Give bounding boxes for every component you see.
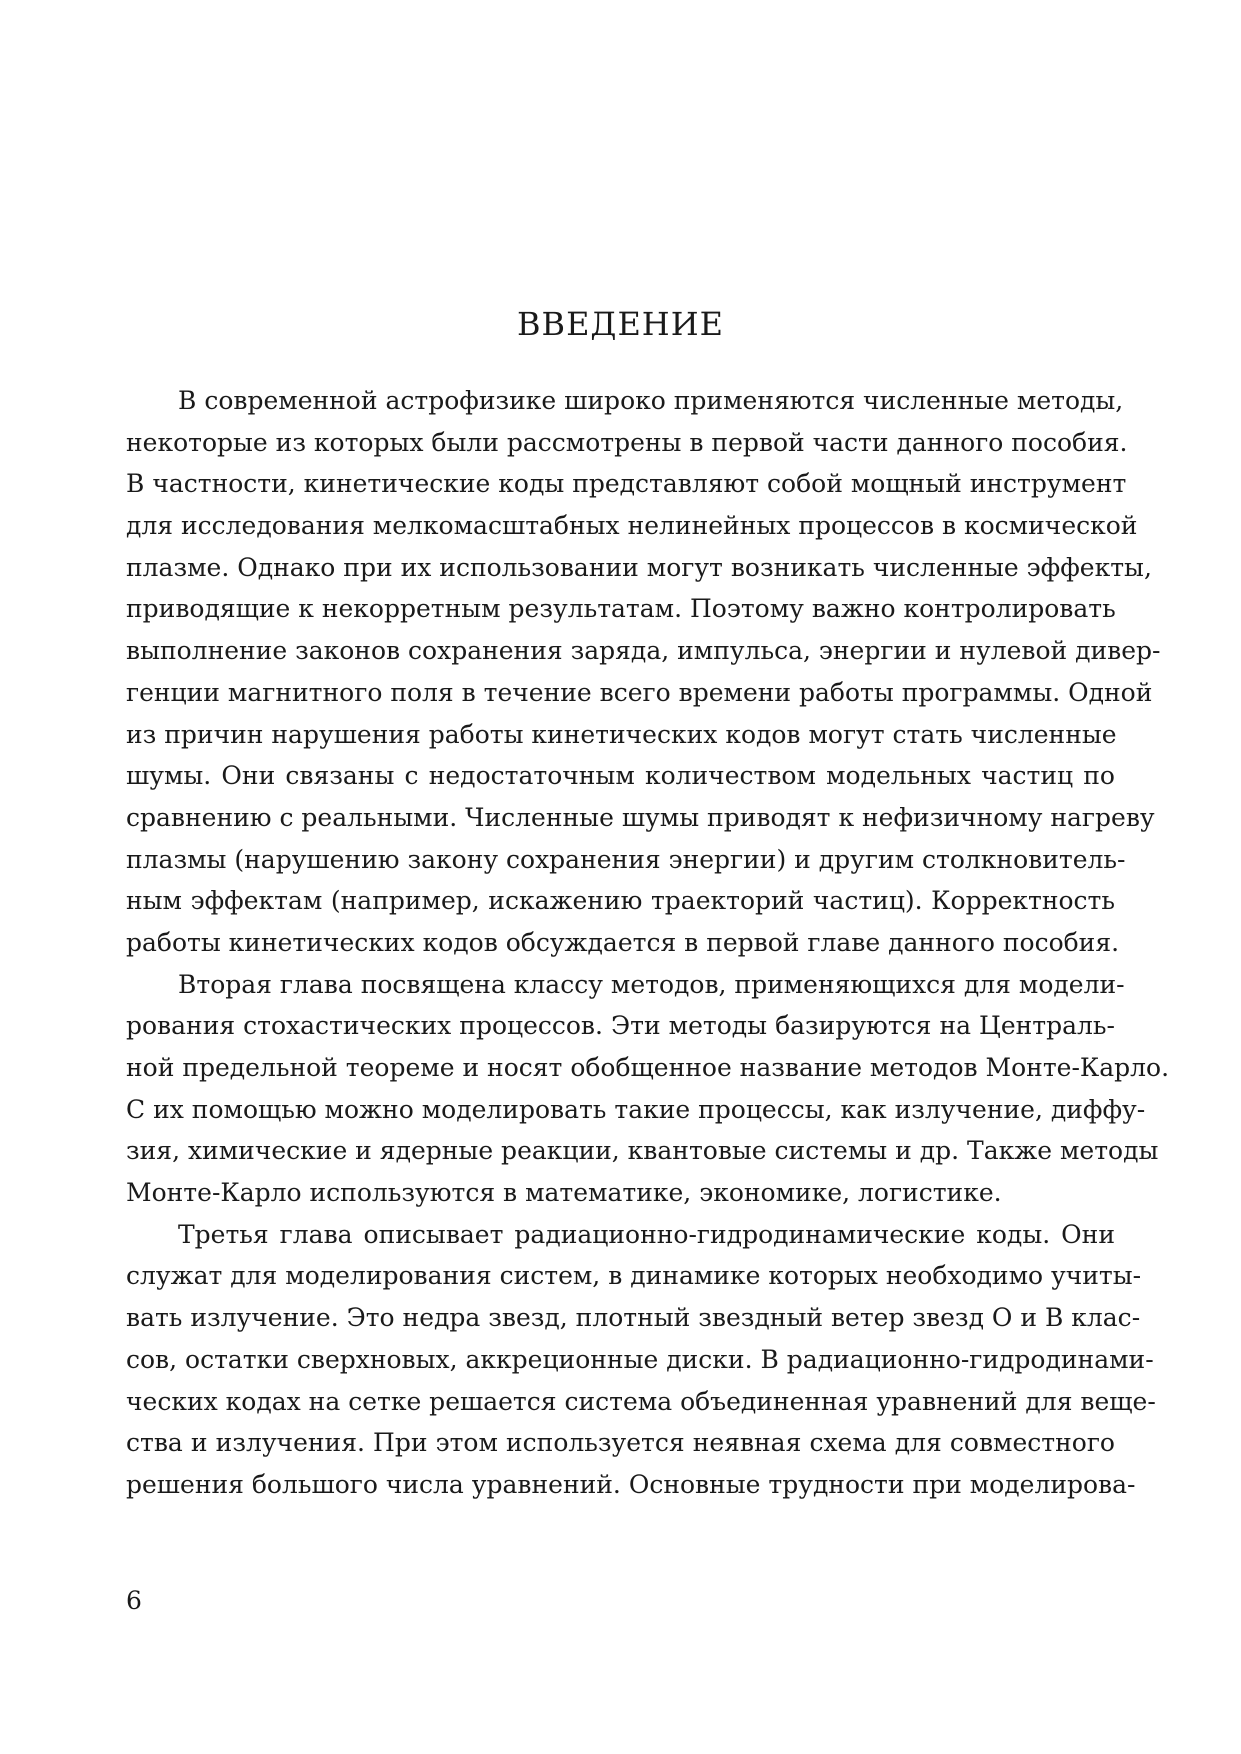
paragraph-2 xyxy=(126,964,1170,1214)
text-line: служат для моделирования систем, в динамике которых необходимо учиты- xyxy=(126,1261,1142,1291)
text-line: ной предельной теореме и носят обобщенное название методов Монте-Карло. xyxy=(126,1053,1170,1082)
text-line: Третья глава описывает радиационно-гидродинамические коды. Они xyxy=(178,1219,1115,1249)
text-line: плазмы (нарушению закону сохранения энергии) и другим столкновитель- xyxy=(126,844,1126,874)
text-line: Монте-Карло используются в математике, экономике, логистике. xyxy=(126,1178,1002,1208)
page-number: 6 xyxy=(126,1586,142,1615)
text-line: выполнение законов сохранения заряда, импульса, энергии и нулевой дивер- xyxy=(126,636,1161,666)
text-line: решения большого числа уравнений. Основные трудности при моделирова- xyxy=(126,1469,1136,1499)
text-line: зия, химические и ядерные реакции, квантовые системы и др. Также методы xyxy=(126,1136,1159,1166)
text-line: приводящие к некорретным результатам. Поэтому важно контролировать xyxy=(126,594,1116,624)
text-line: Вторая глава посвящена классу методов, применяющихся для модели- xyxy=(178,969,1125,999)
text-line: ным эффектам (например, искажению траекторий частиц). Корректность xyxy=(126,886,1115,916)
text-line: из причин нарушения работы кинетических кодов могут стать численные xyxy=(126,719,1117,749)
text-line: С их помощью можно моделировать такие процессы, как излучение, диффу- xyxy=(126,1094,1146,1124)
text-line: вать излучение. Это недра звезд, плотный звездный ветер звезд O и B клас- xyxy=(126,1303,1141,1333)
text-line: сов, остатки сверхновых, аккреционные диски. В радиационно-гидродинами- xyxy=(126,1344,1154,1374)
text-line: шумы. Они связаны с недостаточным количеством модельных частиц по xyxy=(126,761,1115,791)
paragraph-1 xyxy=(126,380,1161,964)
text-line: плазме. Однако при их использовании могут возникать численные эффекты, xyxy=(126,552,1152,582)
text-line: некоторые из которых были рассмотрены в первой части данного пособия. xyxy=(126,427,1128,457)
page-title: ВВЕДЕНИЕ xyxy=(517,305,724,343)
text-line: ства и излучения. При этом используется неявная схема для совместного xyxy=(126,1428,1115,1458)
text-line: генции магнитного поля в течение всего времени работы программы. Одной xyxy=(126,677,1153,707)
text-line: В современной астрофизике широко применяются численные методы, xyxy=(178,386,1124,415)
text-line: В частности, кинетические коды представляют собой мощный инструмент xyxy=(126,469,1127,499)
text-line: ческих кодах на сетке решается система объединенная уравнений для веще- xyxy=(126,1386,1156,1416)
paragraph-3 xyxy=(126,1214,1156,1506)
text-line: сравнению с реальными. Численные шумы приводят к нефизичному нагреву xyxy=(126,802,1155,832)
text-line: для исследования мелкомасштабных нелинейных процессов в космической xyxy=(126,511,1138,541)
text-line: работы кинетических кодов обсуждается в первой главе данного пособия. xyxy=(126,927,1120,957)
body-text xyxy=(126,380,1170,1506)
text-line: рования стохастических процессов. Эти методы базируются на Централь- xyxy=(126,1011,1115,1041)
